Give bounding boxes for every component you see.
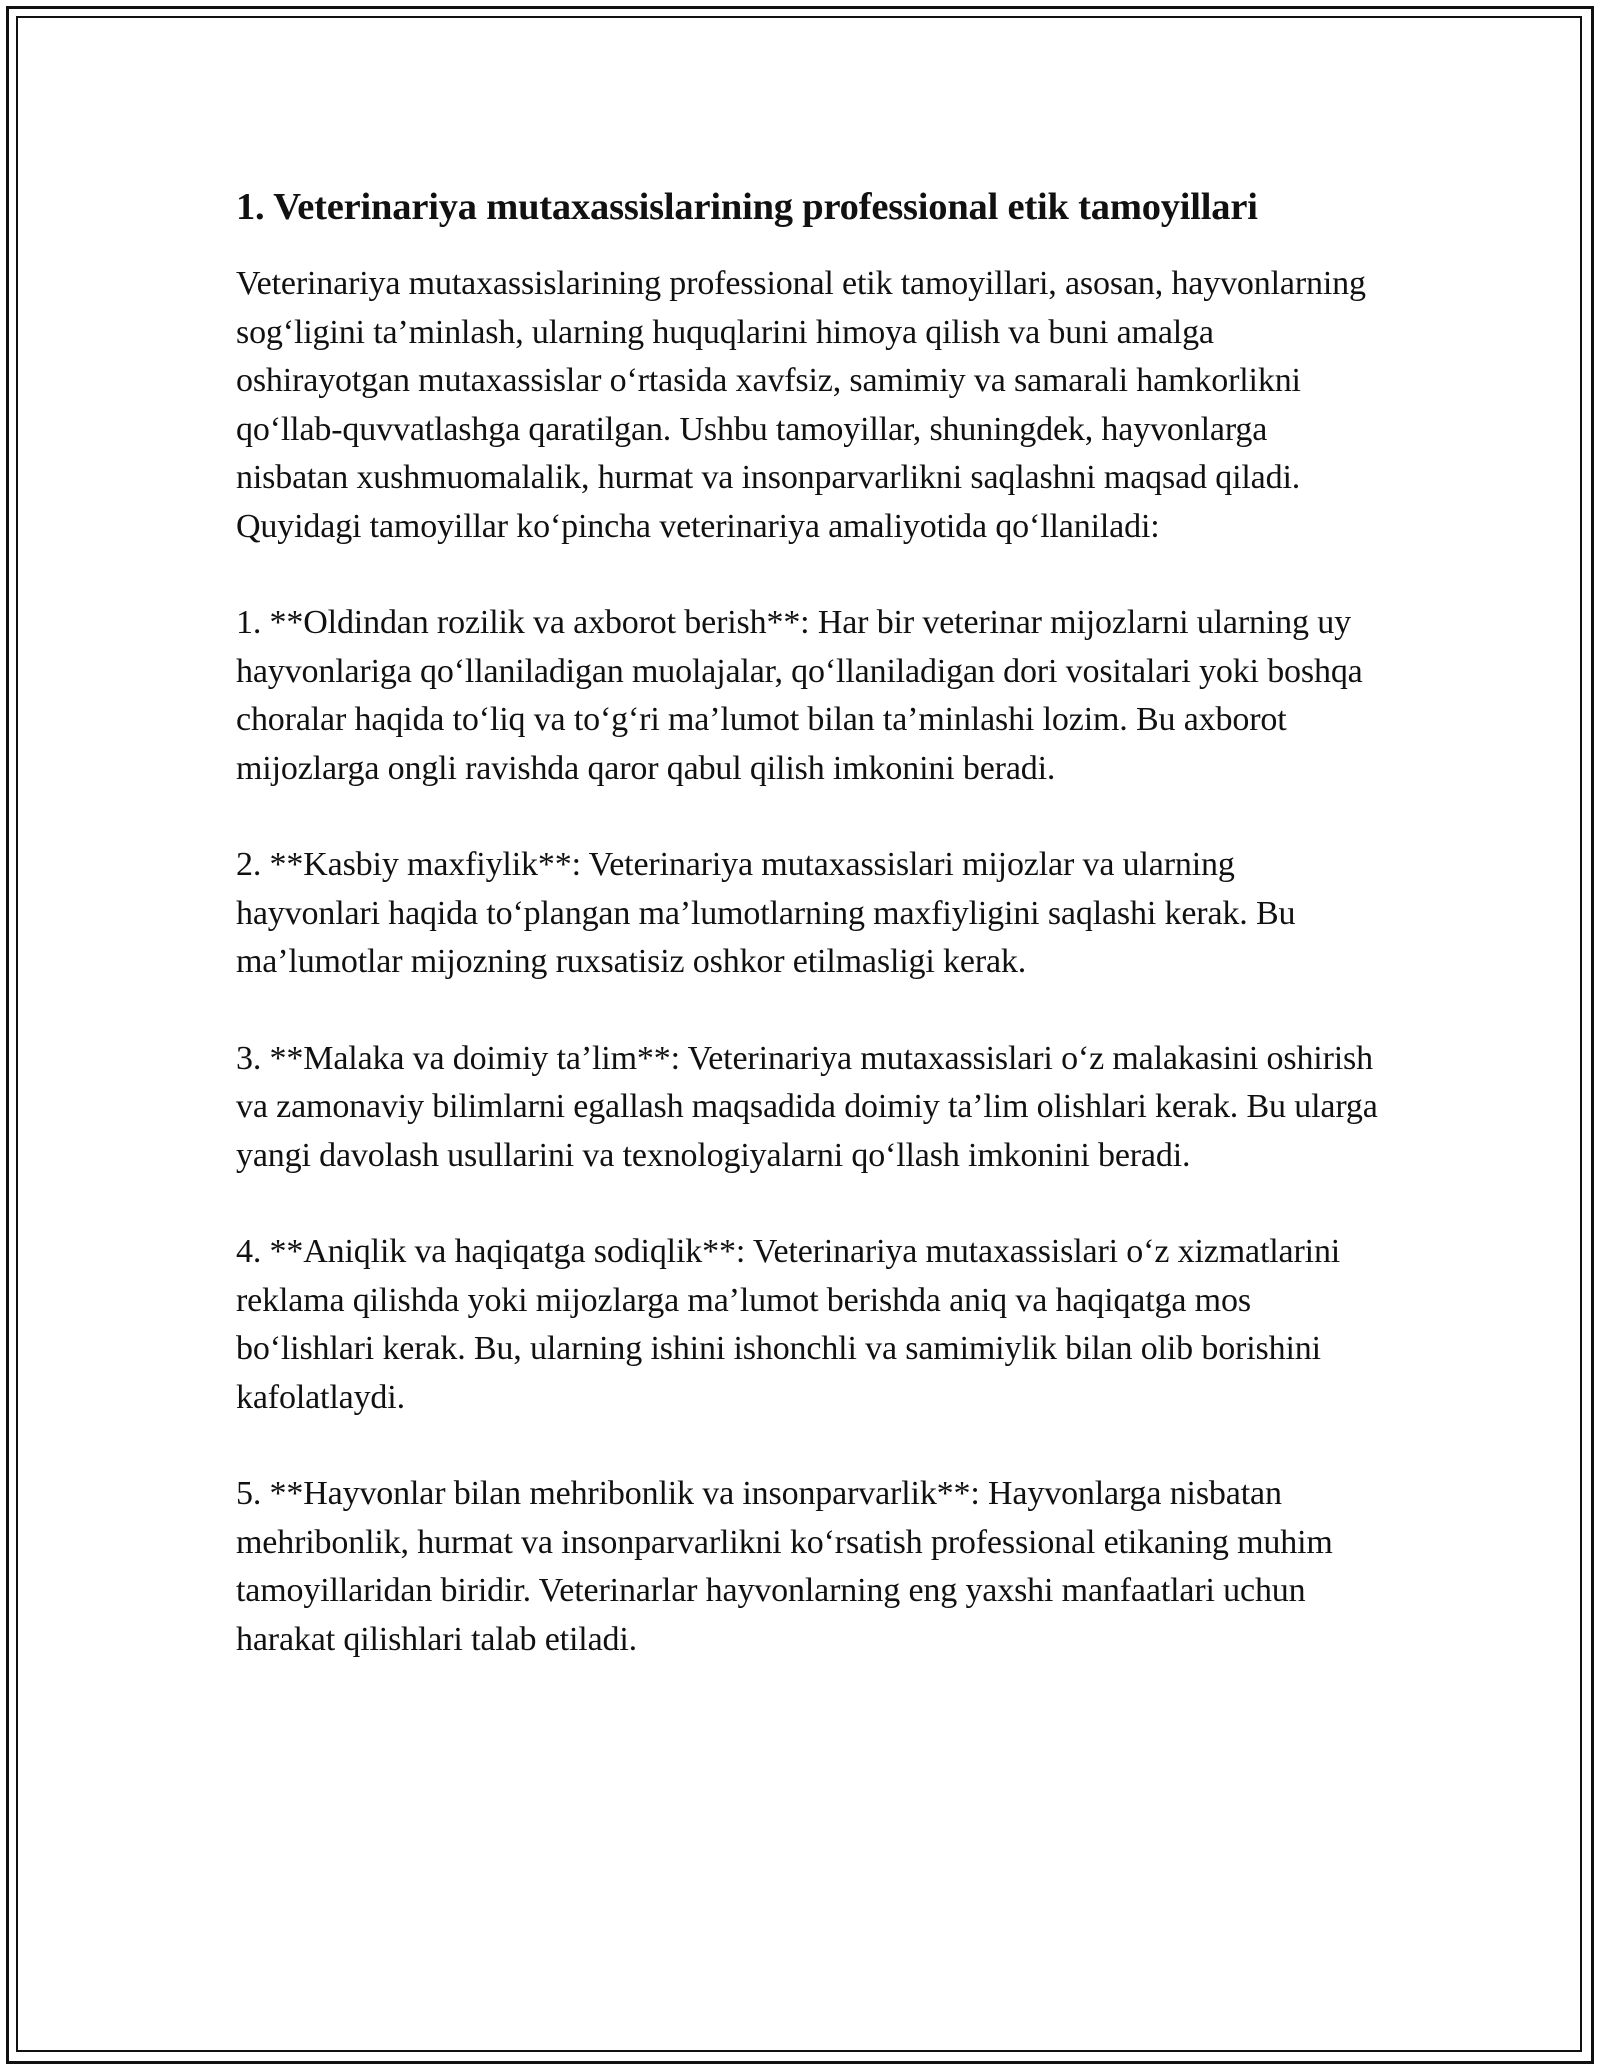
principle-item-3: 3. **Malaka va doimiy ta’lim**: Veterinariya mutaxassislari o‘z malakasini oshirish va zamonaviy bilimlarni egallash maqsadida doimiy ta’lim olishlari kerak. Bu ularga yangi davolash usullarini va texnologiyalarni qo‘llash imkonini beradi. xyxy=(236,1039,1378,1174)
section-heading: 1. Veterinariya mutaxassislarining professional etik tamoyillari xyxy=(236,186,1258,228)
principle-item-1: 1. **Oldindan rozilik va axborot berish**: Har bir veterinar mijozlarni ularning uy hayvonlariga qo‘llaniladigan muolajalar, qo‘llaniladigan dori vositalari yoki boshqa choralar haqida to‘liq va to‘g‘ri ma’lumot bilan ta’minlashi lozim. Bu axborot mijozlarga ongli ravishda qaror qabul qilish imkonini beradi. xyxy=(236,604,1363,787)
intro-paragraph: Veterinariya mutaxassislarining professional etik tamoyillari, asosan, hayvonlarning sog‘ligini ta’minlash, ularning huquqlarini himoya qilish va buni amalga oshirayotgan mutaxassislar o‘rtasida xavfsiz, samimiy va samarali hamkorlikni qo‘llab-quvvatlashga qaratilgan. Ushbu tamoyillar, shuningdek, hayvonlarga nisbatan xushmuomalalik, hurmat va insonparvarlikni saqlashni maqsad qiladi. Quyidagi tamoyillar ko‘pincha veterinariya amaliyotida qo‘llaniladi: xyxy=(236,265,1366,545)
principle-item-4: 4. **Aniqlik va haqiqatga sodiqlik**: Veterinariya mutaxassislari o‘z xizmatlarini reklama qilishda yoki mijozlarga ma’lumot berishda aniq va haqiqatga mos bo‘lishlari kerak. Bu, ularning ishini ishonchli va samimiylik bilan olib borishini kafolatlaydi. xyxy=(236,1233,1341,1416)
principle-item-2: 2. **Kasbiy maxfiylik**: Veterinariya mutaxassislari mijozlar va ularning hayvonlari haqida to‘plangan ma’lumotlarning maxfiyligini saqlashi kerak. Bu ma’lumotlar mijozning ruxsatisiz oshkor etilmasligi kerak. xyxy=(236,846,1296,980)
principle-item-5: 5. **Hayvonlar bilan mehribonlik va insonparvarlik**: Hayvonlarga nisbatan mehribonlik, hurmat va insonparvarlikni ko‘rsatish professional etikaning muhim tamoyillaridan biridir. Veterinarlar hayvonlarning eng yaxshi manfaatlari uchun harakat qilishlari talab etiladi. xyxy=(236,1475,1333,1658)
document-body xyxy=(236,182,1386,1712)
